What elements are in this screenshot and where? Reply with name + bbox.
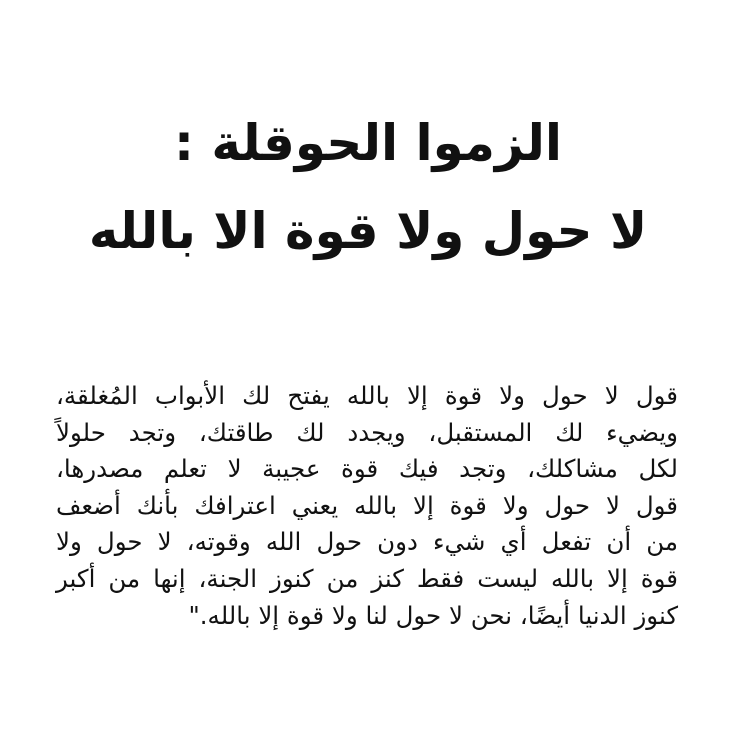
heading-line-2: لا حول ولا قوة الا بالله xyxy=(88,202,648,260)
heading xyxy=(0,114,736,260)
heading-line-1: الزموا الحوقلة : xyxy=(173,114,563,172)
body-line-2: ويضيء لك المستقبل، ويجدد لك طاقتك، وتجد حلولاً xyxy=(56,417,678,447)
body-line-5: من أن تفعل أي شيء دون حول الله وقوته، لا حول ولا xyxy=(56,527,678,557)
body-line-7: كنوز الدنيا أيضًا، نحن لا حول لنا ولا قوة إلا بالله." xyxy=(188,600,678,630)
body-line-4: قول لا حول ولا قوة إلا بالله يعني اعترافك بأنك أضعف xyxy=(56,490,678,520)
body-line-6: قوة إلا بالله ليست فقط كنز من كنوز الجنة، إنها من أكبر xyxy=(56,563,678,593)
body-paragraph xyxy=(56,378,678,634)
body-line-3: لكل مشاكلك، وتجد فيك قوة عجيبة لا تعلم مصدرها، xyxy=(56,454,678,484)
body-line-1: قول لا حول ولا قوة إلا بالله يفتح لك الأبواب المُغلقة، xyxy=(56,381,678,410)
